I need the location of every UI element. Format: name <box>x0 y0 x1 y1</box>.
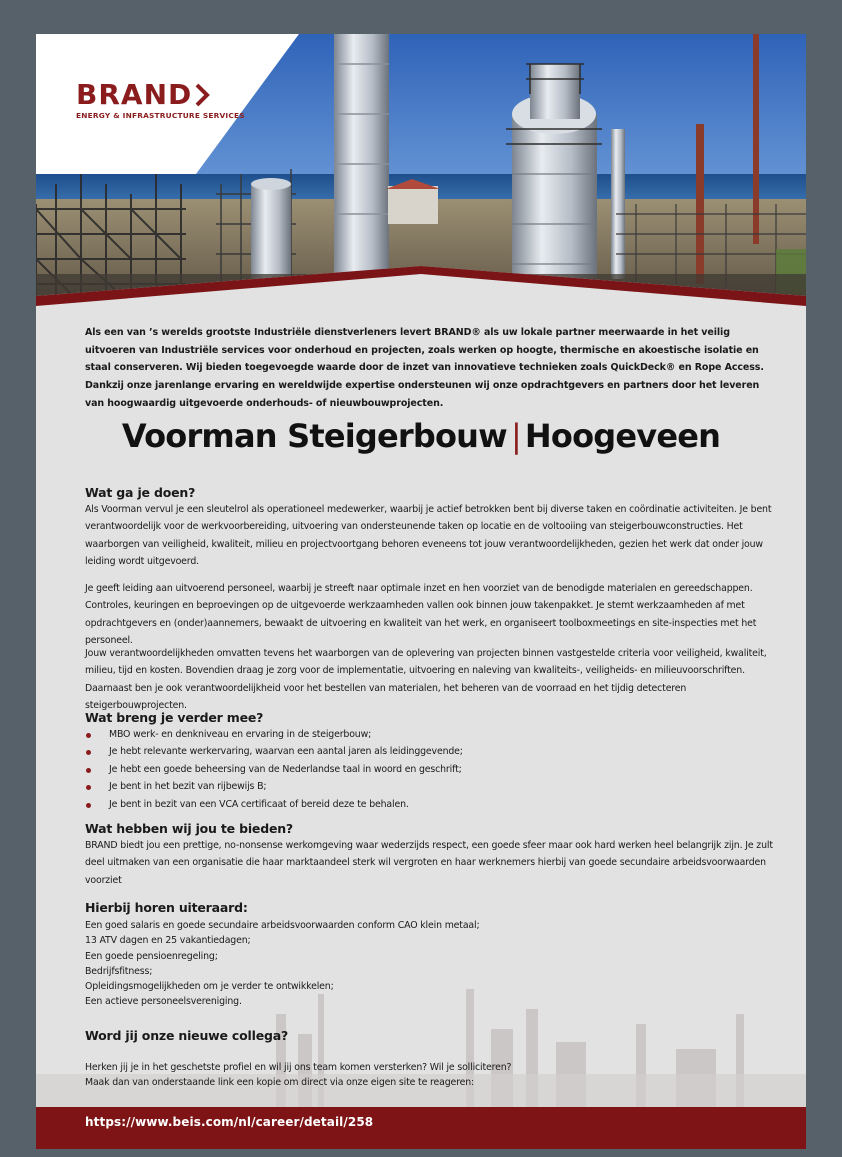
list-item: Een actieve personeelsvereniging. <box>85 996 242 1008</box>
apply-line: Herken jij je in het geschetste profiel en wil jij ons team komen versterken? Wil je solliciteren? <box>85 1062 512 1073</box>
chevron-right-icon <box>194 83 210 107</box>
page-title <box>36 417 806 455</box>
section-heading-benefits: Hierbij horen uiteraard: <box>85 900 248 915</box>
career-link[interactable]: https://www.beis.com/nl/career/detail/258 <box>85 1115 374 1129</box>
footer-band <box>36 1107 806 1149</box>
tasks-paragraph-2: Je geeft leiding aan uitvoerend personeel, waarbij je streeft naar optimale inzet en hen voorziet van de benodigde materialen en gereedschappen. Controles, keuringen en beproevingen op de uitgevoerde werkzaamheden vallen ook binnen jouw takenpakket. Je stemt werkzaamheden af met opdrachtgevers en (onder)aannemers, bewaakt de uitvoering en kwaliteit van het werk, en organiseert toolboxmeetings en site-inspecties met het personeel. <box>85 583 757 647</box>
benefits-list <box>85 918 775 1010</box>
vacancy-page <box>36 34 806 1149</box>
requirements-list <box>85 726 775 813</box>
section-heading-offer: Wat hebben wij jou te bieden? <box>85 821 293 836</box>
tasks-paragraph-1: Als Voorman vervul je een sleutelrol als operationeel medewerker, waarbij je actief betrokken bent bij diverse taken en coördinatie activiteiten. Je bent verantwoordelijk voor de werkvoorbereiding, uitvoering van ondersteunende taken op locatie en de voltooiing van steigerbouwconstructies. Het waarborgen van veiligheid, kwaliteit, milieu en projectvoortgang behoren eveneens tot jouw verantwoordelijkheden, gezien het werk dat onder jouw leiding wordt uitgevoerd. <box>85 504 772 568</box>
section-heading-requirements: Wat breng je verder mee? <box>85 710 264 725</box>
list-item: Je hebt relevante werkervaring, waarvan een aantal jaren als leidinggevende; <box>85 743 775 760</box>
section-heading-apply: Word jij onze nieuwe collega? <box>85 1028 289 1043</box>
list-item: MBO werk- en denkniveau en ervaring in de steigerbouw; <box>85 726 775 743</box>
apply-line: Maak dan van onderstaande link een kopie om direct via onze eigen site te reageren: <box>85 1077 475 1089</box>
offer-paragraph: BRAND biedt jou een prettige, no-nonsense werkomgeving waar wederzijds respect, een goede sfeer maar ook hard werken heel belangrijk zijn. Je zult deel uitmaken van een organisatie die haar marktaandeel sterk wil vergroten en haar werknemers hierbij van goede secundaire arbeidsvoorwaarden voorziet <box>85 840 773 886</box>
job-location: Hoogeveen <box>524 417 721 455</box>
section-heading-tasks: Wat ga je doen? <box>85 485 196 500</box>
list-item: Bedrijfsfitness; <box>85 965 153 977</box>
list-item: 13 ATV dagen en 25 vakantiedagen; <box>85 935 251 947</box>
brand-name: BRAND <box>76 78 193 111</box>
apply-text <box>85 1060 775 1091</box>
title-separator: | <box>510 417 521 455</box>
refinery-header-photo <box>36 34 806 309</box>
tasks-paragraph-3: Jouw verantwoordelijkheden omvatten tevens het waarborgen van de oplevering van projecten binnen vastgestelde criteria voor veiligheid, kwaliteit, milieu, tijd en kosten. Bovendien draag je zorg voor de implementatie, uitvoering en naleving van kwaliteits-, veiligheids- en milieuvoorschriften. Daarnaast ben je ook verantwoordelijkheid voor het bestellen van materialen, het beheren van de voorraad en het tijdig detecteren steigerbouwprojecten. <box>85 648 767 712</box>
list-item: Een goed salaris en goede secundaire arbeidsvoorwaarden conform CAO klein metaal; <box>85 920 480 931</box>
job-role: Voorman Steigerbouw <box>121 417 507 455</box>
brand-logo <box>76 80 286 120</box>
brand-tagline: ENERGY & INFRASTRUCTURE SERVICES <box>76 111 245 120</box>
list-item: Een goede pensioenregeling; <box>85 950 218 962</box>
list-item: Opleidingsmogelijkheden om je verder te ontwikkelen; <box>85 981 334 993</box>
intro-paragraph: Als een van ’s werelds grootste Industriële dienstverleners levert BRAND® als uw lokale partner meerwaarde in het veilig uitvoeren van Industriële services voor onderhoud en projecten, zoals werken op hoogte, thermische en akoestische isolatie en staal conserveren. Wij bieden toegevoegde waarde door de inzet van innovatieve technieken zoals QuickDeck® en Rope Access. Dankzij onze jarenlange ervaring en wereldwijde expertise ondersteunen wij onze opdrachtgevers en partners door het leveren van hoogwaardig uitgevoerde onderhouds- of nieuwbouwprojecten. <box>85 327 764 409</box>
list-item: Je bent in het bezit van rijbewijs B; <box>85 778 775 795</box>
list-item: Je hebt een goede beheersing van de Nederlandse taal in woord en geschrift; <box>85 761 775 778</box>
list-item: Je bent in bezit van een VCA certificaat of bereid deze te behalen. <box>85 796 775 813</box>
